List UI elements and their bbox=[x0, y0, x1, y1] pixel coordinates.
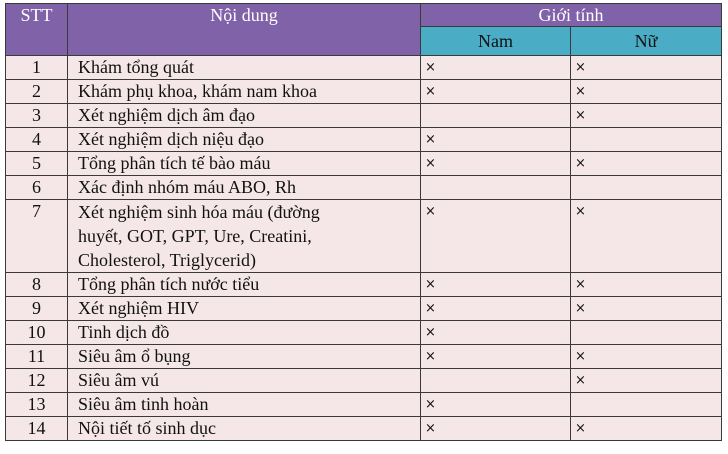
row-content bbox=[68, 200, 421, 273]
row-female-mark: × bbox=[571, 345, 722, 369]
row-content-line: huyết, GOT, GPT, Ure, Creatini, bbox=[78, 226, 312, 246]
table-row bbox=[6, 104, 722, 128]
row-content: Xét nghiệm HIV bbox=[68, 297, 421, 321]
row-female-mark: × bbox=[571, 369, 722, 393]
table-row bbox=[6, 297, 722, 321]
row-male-mark: × bbox=[421, 345, 571, 369]
header-female: Nữ bbox=[571, 27, 722, 56]
row-stt: 8 bbox=[6, 273, 68, 297]
row-stt: 1 bbox=[6, 56, 68, 80]
row-content: Xác định nhóm máu ABO, Rh bbox=[68, 176, 421, 200]
table-row bbox=[6, 321, 722, 345]
row-content: Khám tổng quát bbox=[68, 56, 421, 80]
row-male-mark: × bbox=[421, 321, 571, 345]
row-male-mark: × bbox=[421, 128, 571, 152]
row-male-mark: × bbox=[421, 273, 571, 297]
table-row bbox=[6, 369, 722, 393]
row-male-mark: × bbox=[421, 56, 571, 80]
row-content-line: Cholesterol, Triglycerid) bbox=[78, 250, 256, 270]
row-male-mark: × bbox=[421, 393, 571, 417]
row-male-mark: × bbox=[421, 417, 571, 441]
row-male-mark bbox=[421, 176, 571, 200]
row-female-mark: × bbox=[571, 104, 722, 128]
table-row bbox=[6, 417, 722, 441]
row-content: Xét nghiệm dịch niệu đạo bbox=[68, 128, 421, 152]
row-content: Tổng phân tích tế bào máu bbox=[68, 152, 421, 176]
header-gender: Giới tính bbox=[421, 4, 722, 27]
row-content: Siêu âm ổ bụng bbox=[68, 345, 421, 369]
row-stt: 13 bbox=[6, 393, 68, 417]
row-content: Siêu âm tinh hoàn bbox=[68, 393, 421, 417]
row-female-mark: × bbox=[571, 417, 722, 441]
row-female-mark bbox=[571, 176, 722, 200]
row-male-mark: × bbox=[421, 297, 571, 321]
row-stt: 11 bbox=[6, 345, 68, 369]
row-stt: 4 bbox=[6, 128, 68, 152]
table-row bbox=[6, 176, 722, 200]
row-content: Tổng phân tích nước tiểu bbox=[68, 273, 421, 297]
row-stt: 6 bbox=[6, 176, 68, 200]
row-content: Siêu âm vú bbox=[68, 369, 421, 393]
row-male-mark: × bbox=[421, 152, 571, 176]
row-content-line: Xét nghiệm sinh hóa máu (đường bbox=[78, 202, 320, 222]
table-row bbox=[6, 273, 722, 297]
row-female-mark: × bbox=[571, 56, 722, 80]
row-female-mark: × bbox=[571, 80, 722, 104]
row-stt: 12 bbox=[6, 369, 68, 393]
table-row bbox=[6, 345, 722, 369]
row-female-mark bbox=[571, 321, 722, 345]
table-row bbox=[6, 152, 722, 176]
row-female-mark: × bbox=[571, 297, 722, 321]
row-male-mark bbox=[421, 369, 571, 393]
row-female-mark: × bbox=[571, 152, 722, 176]
row-female-mark bbox=[571, 393, 722, 417]
row-stt: 10 bbox=[6, 321, 68, 345]
row-stt: 5 bbox=[6, 152, 68, 176]
row-female-mark bbox=[571, 128, 722, 152]
row-content: Khám phụ khoa, khám nam khoa bbox=[68, 80, 421, 104]
table-row bbox=[6, 128, 722, 152]
row-male-mark: × bbox=[421, 200, 571, 273]
row-content: Nội tiết tố sinh dục bbox=[68, 417, 421, 441]
row-stt: 7 bbox=[6, 200, 68, 273]
exam-table bbox=[5, 3, 722, 441]
table-row bbox=[6, 393, 722, 417]
row-content: Tinh dịch đồ bbox=[68, 321, 421, 345]
row-male-mark bbox=[421, 104, 571, 128]
row-stt: 14 bbox=[6, 417, 68, 441]
row-stt: 2 bbox=[6, 80, 68, 104]
header-male: Nam bbox=[421, 27, 571, 56]
table-row bbox=[6, 200, 722, 273]
header-stt: STT bbox=[6, 4, 68, 56]
row-stt: 3 bbox=[6, 104, 68, 128]
table-row bbox=[6, 56, 722, 80]
header-content: Nội dung bbox=[68, 4, 421, 56]
row-male-mark: × bbox=[421, 80, 571, 104]
table-row bbox=[6, 80, 722, 104]
row-female-mark: × bbox=[571, 200, 722, 273]
row-female-mark: × bbox=[571, 273, 722, 297]
row-content: Xét nghiệm dịch âm đạo bbox=[68, 104, 421, 128]
row-stt: 9 bbox=[6, 297, 68, 321]
